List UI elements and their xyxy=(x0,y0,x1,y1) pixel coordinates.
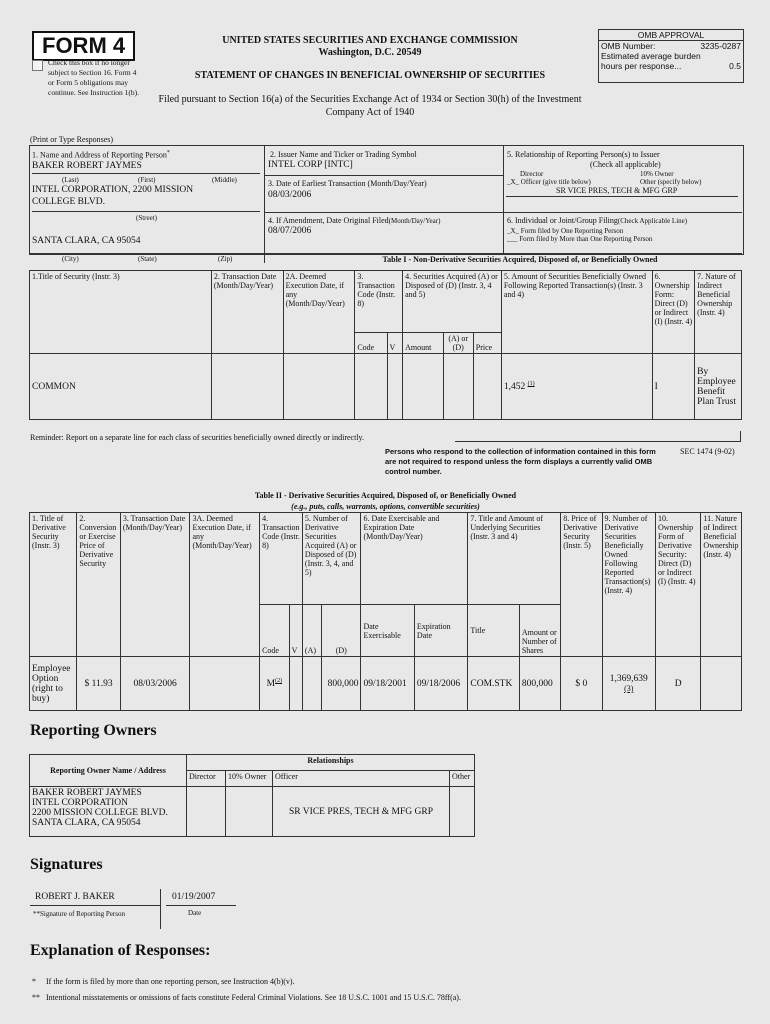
owners-col-name: Reporting Owner Name / Address xyxy=(30,755,187,787)
t1-row-nature: By Employee Benefit Plan Trust xyxy=(695,354,742,420)
filing-more: ___ Form filed by More than One Reporting Person xyxy=(507,235,653,243)
t1-h1: 1.Title of Security (Instr. 3) xyxy=(30,271,212,354)
box4-label: 4. If Amendment, Date Original Filed(Month/Day/Year) xyxy=(268,216,441,225)
persons-respond: Persons who respond to the collection of information contained in this form are not required to respond unless the form displays a currently valid OMB control number. xyxy=(385,447,656,476)
filed-pursuant: Filed pursuant to Section 16(a) of the Securities Exchange Act of 1934 or Section 30(h) of the Investment Company Act of 1940 xyxy=(158,94,582,118)
omb-number-label: OMB Number: xyxy=(601,41,656,51)
t1-sub-price: Price xyxy=(473,333,501,354)
omb-title: OMB APPROVAL xyxy=(599,30,743,41)
t1-row-form: I xyxy=(652,354,695,420)
omb-hours: 0.5 xyxy=(729,61,741,71)
t2-h3a: 3A. Deemed Execution Date, if any (Month/Day/Year) xyxy=(190,513,260,657)
owner-other xyxy=(450,787,475,837)
rel-10pct: 10% Owner xyxy=(640,170,674,178)
t1-h2: 2. Transaction Date (Month/Day/Year) xyxy=(211,271,283,354)
amend-date: 08/07/2006 xyxy=(268,226,312,236)
t1-row-deemed xyxy=(283,354,355,420)
t2-row-under-amt: 800,000 xyxy=(519,657,560,711)
t1-h2a: 2A. Deemed Execution Date, if any (Month/Day/Year) xyxy=(283,271,355,354)
checkbox-text: Check this box if no longer subject to Section 16. Form 4 or Form 5 obligations may continue. See Instruction 1(b). xyxy=(48,58,140,97)
signatures-heading: Signatures xyxy=(30,856,103,873)
signature-name: ROBERT J. BAKER xyxy=(35,892,115,902)
officer-title: SR VICE PRES, TECH & MFG GRP xyxy=(556,186,678,195)
owners-col-10pct: 10% Owner xyxy=(226,771,273,787)
street-label: (Street) xyxy=(136,214,157,222)
owners-col-rel: Relationships xyxy=(187,755,475,771)
t2-row-v xyxy=(289,657,302,711)
rel-officer: _X_ Officer (give title below) xyxy=(507,178,591,186)
t2-h6: 6. Date Exercisable and Expiration Date (Month/Day/Year) xyxy=(361,513,468,605)
t1-h3: 3. Transaction Code (Instr. 8) xyxy=(355,271,403,333)
t2-sub-a: (A) xyxy=(302,605,321,657)
agency-name: UNITED STATES SECURITIES AND EXCHANGE COMMISSION xyxy=(222,35,518,46)
box5-label: 5. Relationship of Reporting Person(s) to Issuer xyxy=(507,150,660,159)
omb-burden: Estimated average burden xyxy=(601,51,701,61)
explanation-heading: Explanation of Responses: xyxy=(30,942,211,959)
table2-subtitle: (e.g., puts, calls, warrants, options, convertible securities) xyxy=(291,502,480,511)
t1-row-code xyxy=(355,354,387,420)
omb-number: 3235-0287 xyxy=(700,41,741,51)
t1-h5: 5. Amount of Securities Beneficially Owned Following Reported Transaction(s) (Instr. 3 and 4) xyxy=(501,271,652,354)
reporter-city: SANTA CLARA, CA 95054 xyxy=(32,236,141,246)
t2-h3: 3. Transaction Date (Month/Day/Year) xyxy=(120,513,190,657)
t2-row-under-title: COM.STK xyxy=(468,657,519,711)
footnote-link[interactable]: (1) xyxy=(527,380,535,387)
table1 xyxy=(29,270,742,420)
omb-hours-row xyxy=(599,61,743,71)
agency-location: Washington, D.C. 20549 xyxy=(318,47,422,58)
t2-sub-v: V xyxy=(289,605,302,657)
t2-h5: 5. Number of Derivative Securities Acquired (A) or Disposed of (D) (Instr. 3, 4, and 5) xyxy=(302,513,361,605)
owner-director xyxy=(187,787,226,837)
owners-col-director: Director xyxy=(187,771,226,787)
t2-h9: 9. Number of Derivative Securities Beneficially Owned Following Reported Transaction(s) (Instr. 4) xyxy=(602,513,655,657)
t1-h4: 4. Securities Acquired (A) or Disposed of (D) (Instr. 3, 4 and 5) xyxy=(403,271,502,333)
statement-title: STATEMENT OF CHANGES IN BENEFICIAL OWNERSHIP OF SECURITIES xyxy=(194,70,546,81)
rel-other: Other (specify below) xyxy=(640,178,702,186)
t2-row-form: D xyxy=(656,657,701,711)
no-longer-subject-checkbox[interactable] xyxy=(32,60,43,71)
filing-one: _X_ Form filed by One Reporting Person xyxy=(507,227,624,235)
t2-row-d: 800,000 xyxy=(322,657,361,711)
owner-10pct xyxy=(226,787,273,837)
omb-hours-label: hours per response... xyxy=(601,61,682,71)
reporting-owners-heading: Reporting Owners xyxy=(30,722,157,739)
t1-row-amt xyxy=(403,354,444,420)
issuer-name: INTEL CORP [INTC] xyxy=(268,160,353,170)
signature-date: 01/19/2007 xyxy=(172,892,216,902)
middle-label: (Middle) xyxy=(212,176,237,184)
table-row xyxy=(30,657,742,711)
t2-row-owned: 1,369,639 (3) xyxy=(602,657,655,711)
t2-sub-code: Code xyxy=(260,605,290,657)
omb-number-row xyxy=(599,41,743,51)
table-row xyxy=(30,787,475,837)
t2-row-deriv-price: $ 0 xyxy=(561,657,602,711)
reminder-text: Reminder: Report on a separate line for each class of securities beneficially owned directly or indirectly. xyxy=(30,433,365,442)
t1-sub-aord: (A) or (D) xyxy=(443,333,473,354)
note-1: * If the form is filed by more than one reporting person, see Instruction 4(b)(v). xyxy=(32,977,295,986)
city-label: (City) xyxy=(62,255,79,263)
table2 xyxy=(29,512,742,711)
earliest-date: 08/03/2006 xyxy=(268,190,312,200)
first-label: (First) xyxy=(138,176,156,184)
t1-sub-amount: Amount xyxy=(403,333,444,354)
box2-label: 2. Issuer Name and Ticker or Trading Symbol xyxy=(270,150,417,159)
owner-officer: SR VICE PRES, TECH & MFG GRP xyxy=(273,787,450,837)
owners-table xyxy=(29,754,475,837)
t2-row-exp: 09/18/2006 xyxy=(414,657,467,711)
signature-date-label: Date xyxy=(188,909,202,917)
note-2: ** Intentional misstatements or omissions of facts constitute Federal Criminal Violations. See 18 U.S.C. 1001 and 15 U.S.C. 78ff(a). xyxy=(32,993,461,1002)
t1-row-price xyxy=(473,354,501,420)
t2-h4: 4. Transaction Code (Instr. 8) xyxy=(260,513,303,605)
rel-director: Director xyxy=(520,170,544,178)
sec-number: SEC 1474 (9-02) xyxy=(680,447,735,456)
owner-address: BAKER ROBERT JAYMES INTEL CORPORATION 2200 MISSION COLLEGE BLVD. SANTA CLARA, CA 95054 xyxy=(30,787,187,837)
print-type: (Print or Type Responses) xyxy=(30,135,114,144)
reporter-name: BAKER ROBERT JAYMES xyxy=(32,161,142,171)
t2-sub-exp: Expiration Date xyxy=(414,605,467,657)
t1-h7: 7. Nature of Indirect Beneficial Ownership (Instr. 4) xyxy=(695,271,742,354)
t1-h6: 6. Ownership Form: Direct (D) or Indirect (I) (Instr. 4) xyxy=(652,271,695,354)
t2-sub-d: (D) xyxy=(322,605,361,657)
reporter-address2: COLLEGE BLVD. xyxy=(32,197,106,207)
t2-row-a xyxy=(302,657,321,711)
omb-approval-box xyxy=(598,29,744,83)
table2-title: Table II - Derivative Securities Acquired, Disposed of, or Beneficially Owned xyxy=(254,491,517,500)
owners-col-officer: Officer xyxy=(273,771,450,787)
t2-row-code: $M^{(2)}$ xyxy=(260,657,290,711)
t2-h11: 11. Nature of Indirect Beneficial Ownership (Instr. 4) xyxy=(701,513,742,657)
box5-sub: (Check all applicable) xyxy=(590,160,661,169)
t2-h8: 8. Price of Derivative Security (Instr. 5) xyxy=(561,513,602,657)
t2-h7: 7. Title and Amount of Underlying Securities (Instr. 3 and 4) xyxy=(468,513,561,605)
last-label: (Last) xyxy=(62,176,79,184)
t1-row-title: COMMON xyxy=(30,354,212,420)
t2-row-nature xyxy=(701,657,742,711)
t2-h2: 2. Conversion or Exercise Price of Derivative Security xyxy=(77,513,120,657)
t1-sub-v: V xyxy=(387,333,403,354)
footnote-link[interactable]: (3) xyxy=(624,684,634,693)
form-title: FORM 4 xyxy=(32,31,135,61)
t2-row-title: Employee Option (right to buy) xyxy=(30,657,77,711)
t1-row-owned: 1,452 $^{(1)}$ xyxy=(501,354,652,420)
t1-row-v xyxy=(387,354,403,420)
t2-row-exer: 09/18/2001 xyxy=(361,657,414,711)
table1-title: Table I - Non-Derivative Securities Acquired, Disposed of, or Beneficially Owned xyxy=(382,255,658,264)
zip-label: (Zip) xyxy=(218,255,233,263)
t2-h1: 1. Title of Derivative Security (Instr. 3) xyxy=(30,513,77,657)
t1-row-aord xyxy=(443,354,473,420)
t2-sub-amount: Amount or Number of Shares xyxy=(519,605,560,657)
t2-row-date: 08/03/2006 xyxy=(120,657,190,711)
reporter-address1: INTEL CORPORATION, 2200 MISSION xyxy=(32,185,194,195)
box6-label: 6. Individual or Joint/Group Filing(Check Applicable Line) xyxy=(507,216,688,225)
t2-row-price: $ 11.93 xyxy=(77,657,120,711)
box1-label: 1. Name and Address of Reporting Person* xyxy=(32,150,170,160)
t2-sub-title: Title xyxy=(468,605,519,657)
t2-h10: 10. Ownership Form of Derivative Security: Direct (D) or Indirect (I) (Instr. 4) xyxy=(656,513,701,657)
footnote-link[interactable]: (2) xyxy=(275,677,283,684)
state-label: (State) xyxy=(138,255,157,263)
table-row xyxy=(30,354,742,420)
t2-sub-exer: Date Exercisable xyxy=(361,605,414,657)
t2-row-deemed xyxy=(190,657,260,711)
t1-sub-code: Code xyxy=(355,333,387,354)
t1-row-date xyxy=(211,354,283,420)
signature-label: **Signature of Reporting Person xyxy=(33,910,125,918)
owners-col-other: Other xyxy=(450,771,475,787)
box3-label: 3. Date of Earliest Transaction (Month/Day/Year) xyxy=(268,179,427,188)
